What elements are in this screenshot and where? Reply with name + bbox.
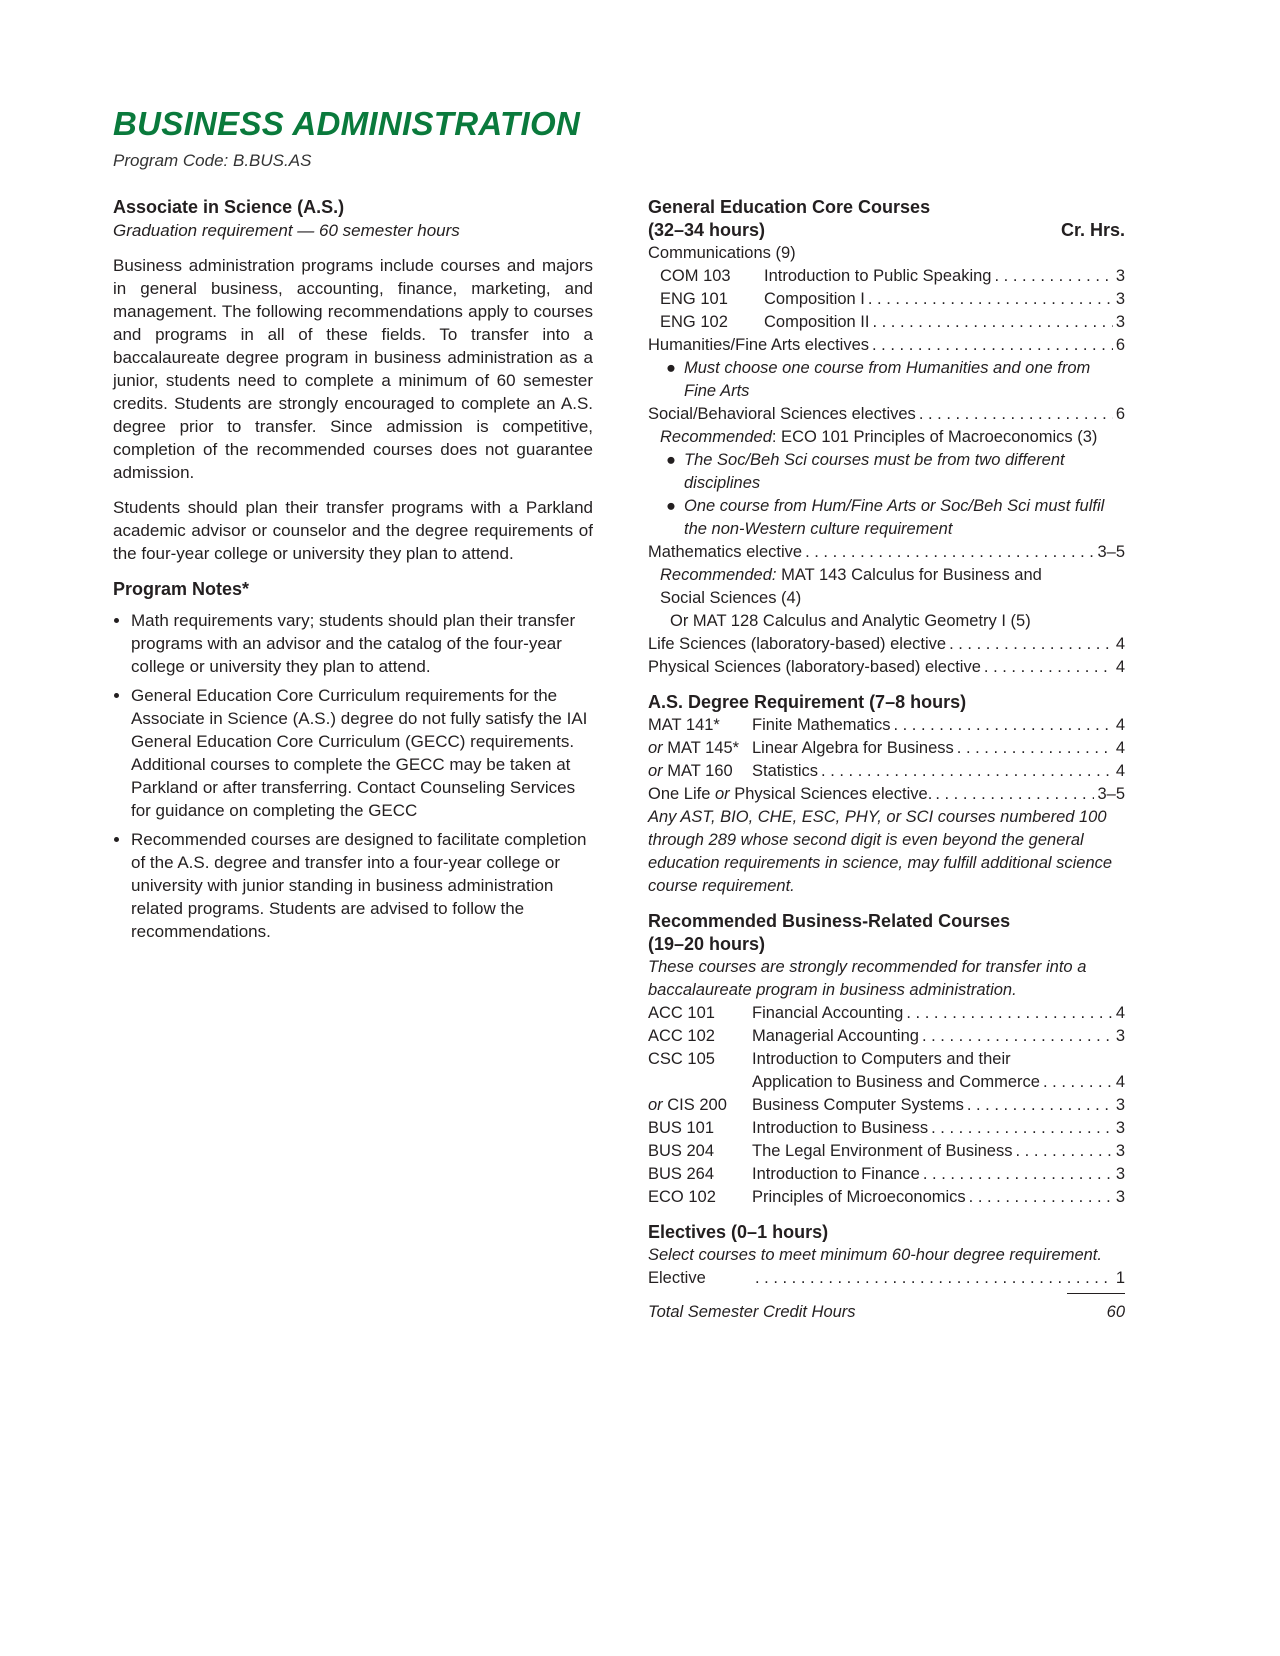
program-note: • General Education Core Curriculum requirements for the Associate in Science (A.S.) degree do not fully satisfy the IAI General Education Core Curriculum (GECC) requirements. Additional courses to complete the GECC may be taken at Parkland or after transferring. Contact Counseling Services for guidance on completing the GECC <box>131 684 593 822</box>
course-name: Principles of Microeconomics <box>752 1188 966 1206</box>
course-hours: 4 <box>1115 716 1125 734</box>
course-hours: 4 <box>1115 1073 1125 1091</box>
social-note: ● One course from Hum/Fine Arts or Soc/Beh Sci must fulfil the non-Western culture requirement <box>648 495 1125 541</box>
program-notes-heading: Program Notes* <box>113 579 250 599</box>
course-row <box>648 714 1125 737</box>
course-code: CSC 105 <box>648 1050 715 1068</box>
course-row <box>648 1094 1125 1117</box>
course-row <box>648 1025 1125 1048</box>
graduation-requirement: Graduation requirement — 60 semester hours <box>113 221 460 240</box>
humanities-note: ● Must choose one course from Humanities and one from Fine Arts <box>648 357 1125 403</box>
course-name: Business Computer Systems <box>752 1096 964 1114</box>
leader-dots <box>969 1186 1113 1209</box>
leader-dots <box>967 1094 1113 1117</box>
math-recommendation-cont: Social Sciences (4) <box>660 589 802 607</box>
social-row <box>648 403 1125 426</box>
leader-dots <box>931 1117 1113 1140</box>
elective-label: Elective <box>648 1269 706 1287</box>
course-name: Application to Business and Commerce <box>752 1073 1040 1091</box>
course-name: Financial Accounting <box>752 1004 904 1022</box>
course-row <box>648 1002 1125 1025</box>
gen-ed-heading: General Education Core Courses <box>648 197 931 217</box>
course-code: ECO 102 <box>648 1188 716 1206</box>
course-code: or CIS 200 <box>648 1096 727 1114</box>
leader-dots <box>821 760 1113 783</box>
gen-ed-hours: (32–34 hours) <box>648 220 766 240</box>
leader-dots <box>957 737 1113 760</box>
gen-ed-heading-row <box>648 219 1125 242</box>
leader-dots <box>1015 1140 1112 1163</box>
course-name: The Legal Environment of Business <box>752 1142 1013 1160</box>
leader-dots <box>994 265 1112 288</box>
physical-sciences-hours: 4 <box>1115 658 1125 676</box>
course-code: BUS 264 <box>648 1165 715 1183</box>
one-life-row <box>648 783 1125 806</box>
program-code: Program Code: B.BUS.AS <box>113 151 312 170</box>
bullet-icon: ● <box>666 359 676 377</box>
leader-dots <box>923 1163 1113 1186</box>
course-hours: 3 <box>1115 267 1125 285</box>
leader-dots <box>872 334 1113 357</box>
course-row <box>648 760 1125 783</box>
math-recommendation: Recommended: MAT 143 Calculus for Business and <box>660 566 1042 584</box>
bullet-icon: ● <box>666 451 676 469</box>
leader-dots <box>1043 1071 1113 1094</box>
math-row <box>648 541 1125 564</box>
course-name: Introduction to Business <box>752 1119 929 1137</box>
course-row <box>648 737 1125 760</box>
course-hours: 3 <box>1115 1119 1125 1137</box>
math-hours: 3–5 <box>1097 543 1125 561</box>
as-requirement-heading: A.S. Degree Requirement (7–8 hours) <box>648 692 967 712</box>
course-row <box>648 1140 1125 1163</box>
course-name: Introduction to Finance <box>752 1165 920 1183</box>
total-row <box>648 1301 1125 1324</box>
course-code: or MAT 160 <box>648 762 733 780</box>
life-sciences-row <box>648 633 1125 656</box>
course-hours: 3 <box>1115 1188 1125 1206</box>
course-row <box>648 265 1125 288</box>
program-note: • Math requirements vary; students should plan their transfer programs with an advisor and the catalog of the four-year college or university they plan to attend. <box>131 609 593 678</box>
total-label: Total Semester Credit Hours <box>648 1303 856 1321</box>
course-hours: 4 <box>1115 739 1125 757</box>
degree-title: Associate in Science (A.S.) <box>113 197 345 217</box>
physical-sciences-row <box>648 656 1125 679</box>
leader-dots <box>868 288 1113 311</box>
leader-dots <box>906 1002 1112 1025</box>
course-code: ACC 102 <box>648 1027 715 1045</box>
math-alternative: Or MAT 128 Calculus and Analytic Geometry I (5) <box>670 612 1031 630</box>
leader-dots <box>919 403 1113 426</box>
course-row <box>648 288 1125 311</box>
course-code: COM 103 <box>660 267 731 285</box>
leader-dots <box>922 1025 1113 1048</box>
electives-note: Select courses to meet minimum 60-hour degree requirement. <box>648 1246 1102 1264</box>
course-name: Introduction to Computers and their <box>752 1050 1011 1068</box>
credit-hours-header: Cr. Hrs. <box>1060 220 1125 240</box>
leader-dots <box>984 656 1113 679</box>
course-row-cont <box>648 1071 1125 1094</box>
course-code: MAT 141* <box>648 716 720 734</box>
one-life-hours: 3–5 <box>1097 785 1125 803</box>
course-hours: 3 <box>1115 313 1125 331</box>
course-name: Linear Algebra for Business <box>752 739 954 757</box>
advising-paragraph: Students should plan their transfer programs with a Parkland academic advisor or counselor and the degree requirements of the four-year college or university they plan to attend. <box>113 498 593 563</box>
communications-label: Communications (9) <box>648 244 796 262</box>
leader-dots <box>949 633 1113 656</box>
intro-paragraph: Business administration programs include courses and majors in general business, accounting, finance, marketing, and management. The following recommendations apply to courses and programs in all of these fields. To transfer into a baccalaureate degree program in business administration as a junior, students need to complete a minimum of 60 semester credits. Students are strongly encouraged to complete an A.S. degree prior to transfer. Since admission is competitive, completion of the recommended courses does not guarantee admission. <box>113 256 593 482</box>
course-row <box>648 1163 1125 1186</box>
course-code: ENG 101 <box>660 290 728 308</box>
business-note: These courses are strongly recommended for transfer into a baccalaureate program in business administration. <box>648 958 1087 999</box>
leader-dots <box>893 714 1112 737</box>
life-sciences-hours: 4 <box>1115 635 1125 653</box>
elective-row <box>648 1267 1125 1290</box>
course-code: BUS 204 <box>648 1142 715 1160</box>
course-name: Finite Mathematics <box>752 716 891 734</box>
page-title: BUSINESS ADMINISTRATION <box>113 105 581 142</box>
course-name: Introduction to Public Speaking <box>764 267 992 285</box>
humanities-label: Humanities/Fine Arts electives <box>648 336 870 354</box>
course-name: Managerial Accounting <box>752 1027 919 1045</box>
course-name: Statistics <box>752 762 819 780</box>
course-hours: 3 <box>1115 1027 1125 1045</box>
social-recommendation: Recommended: ECO 101 Principles of Macroeconomics (3) <box>660 428 1098 446</box>
leader-dots <box>872 311 1112 334</box>
course-hours: 4 <box>1115 1004 1125 1022</box>
course-row <box>648 311 1125 334</box>
program-notes-list <box>113 609 593 943</box>
course-row <box>648 1186 1125 1209</box>
course-hours: 3 <box>1115 1142 1125 1160</box>
bullet-icon: ● <box>666 497 676 515</box>
humanities-hours: 6 <box>1115 336 1125 354</box>
course-code: or MAT 145* <box>648 739 740 757</box>
course-hours: 3 <box>1115 1096 1125 1114</box>
science-note: Any AST, BIO, CHE, ESC, PHY, or SCI courses numbered 100 through 289 whose second digit is even beyond the general education requirements in science, may fulfill additional science course requirement. <box>648 808 1113 895</box>
left-column <box>113 196 593 949</box>
math-label: Mathematics elective <box>648 543 803 561</box>
electives-heading: Electives (0–1 hours) <box>648 1222 829 1242</box>
leader-dots <box>935 783 1094 806</box>
program-note: • Recommended courses are designed to facilitate completion of the A.S. degree and transfer into a four-year college or university with junior standing in business administration related programs. Students are advised to follow the recommendations. <box>131 828 593 943</box>
course-code: ACC 101 <box>648 1004 715 1022</box>
social-label: Social/Behavioral Sciences electives <box>648 405 916 423</box>
leader-dots <box>755 1267 1113 1290</box>
social-hours: 6 <box>1115 405 1125 423</box>
course-name: Composition II <box>764 313 870 331</box>
humanities-row <box>648 334 1125 357</box>
course-row <box>648 1117 1125 1140</box>
leader-dots <box>805 541 1094 564</box>
right-column <box>648 196 1125 1324</box>
course-code: ENG 102 <box>660 313 728 331</box>
total-rule <box>648 1293 1125 1294</box>
business-heading: Recommended Business-Related Courses <box>648 911 1011 931</box>
course-hours: 3 <box>1115 1165 1125 1183</box>
life-sciences-label: Life Sciences (laboratory-based) elective <box>648 635 947 653</box>
social-note: ● The Soc/Beh Sci courses must be from two different disciplines <box>648 449 1125 495</box>
course-row <box>648 1048 1125 1071</box>
total-value: 60 <box>1106 1303 1125 1321</box>
course-code: BUS 101 <box>648 1119 715 1137</box>
business-hours: (19–20 hours) <box>648 934 766 954</box>
course-hours: 4 <box>1115 762 1125 780</box>
physical-sciences-label: Physical Sciences (laboratory-based) elective <box>648 658 981 676</box>
elective-hours: 1 <box>1115 1269 1125 1287</box>
course-hours: 3 <box>1115 290 1125 308</box>
one-life-label: One Life or Physical Sciences elective. <box>648 785 933 803</box>
course-name: Composition I <box>764 290 865 308</box>
